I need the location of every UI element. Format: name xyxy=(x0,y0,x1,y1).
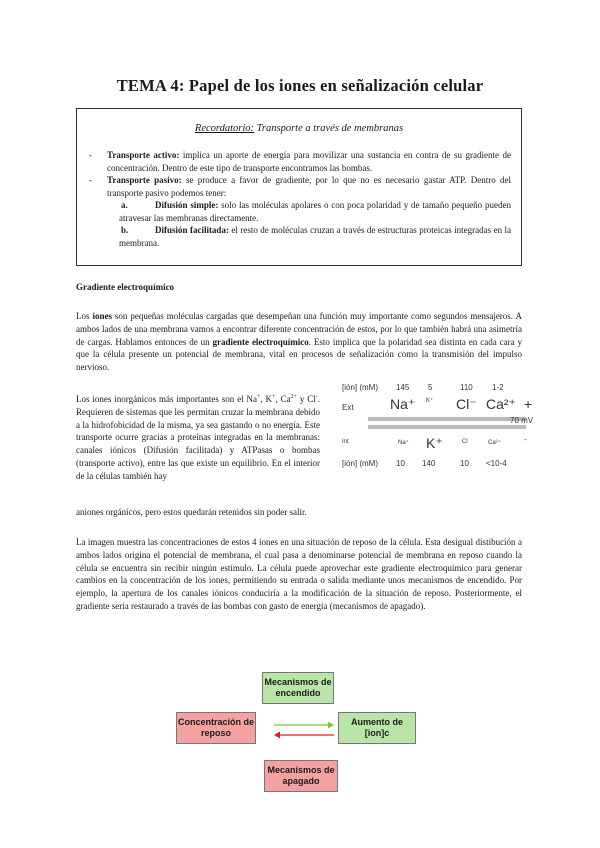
ion-bottom-value: 10 xyxy=(396,459,405,468)
ion-sodium-ext: Na⁺ xyxy=(390,396,416,412)
reminder-prefix: Recordatorio: xyxy=(194,123,255,134)
page-title: TEMA 4: Papel de los iones en señalización celular xyxy=(116,76,484,95)
ion-top-label: [ión] (mM) xyxy=(342,383,378,392)
ion-calcium-int: Ca²⁺ xyxy=(488,440,501,446)
passive-transport-item xyxy=(87,174,511,199)
ion-potassium-ext: K⁺ xyxy=(426,398,434,404)
active-transport-term: Transporte activo: xyxy=(107,150,180,160)
positive-sign: + xyxy=(524,396,533,412)
diagram-arrows xyxy=(272,718,336,742)
charge-sup: + xyxy=(257,394,261,400)
paragraph-ions xyxy=(76,310,522,374)
ion-top-value: 1-2 xyxy=(492,383,504,392)
paragraph-inorganic-ions xyxy=(76,391,320,483)
ion-top-value: 110 xyxy=(460,383,473,392)
node-off-mechanisms: Mecanismos de apagado xyxy=(264,760,338,792)
simple-diffusion-text: solo las moléculas apolares o con poca polaridad y de tamaño pequeño pueden atravesar las membranas directamente. xyxy=(119,200,511,223)
passive-transport-term: Transporte pasivo: xyxy=(107,175,182,185)
membrane-voltage: 70 mV xyxy=(510,416,534,425)
simple-diffusion-term: Difusión simple: xyxy=(155,200,219,210)
text-run: Los xyxy=(76,311,93,321)
text-run: , K xyxy=(260,394,273,404)
charge-sup: 2+ xyxy=(290,394,297,400)
text-run: . Esto implica que la polaridad sea distinta en cada cara y que la célula presente un potencial de membrana, vital en procesos de señalización como la transmisión del impulso nervioso. xyxy=(76,336,522,373)
ion-sodium-int: Na⁺ xyxy=(398,440,409,446)
text-run: Los iones inorgánicos más importantes son el Na xyxy=(76,394,258,404)
ion-bottom-value: 10 xyxy=(460,459,469,468)
bullet-dash: - xyxy=(89,175,92,185)
arrow-right-head xyxy=(328,722,334,729)
ion-potassium-int: K⁺ xyxy=(426,435,443,451)
ion-mechanism-diagram xyxy=(176,672,416,792)
node-on-mechanisms: Mecanismos de encendido xyxy=(262,672,334,704)
int-label: Int xyxy=(342,439,349,445)
node-resting-concentration: Concentración de reposo xyxy=(176,712,256,744)
facilitated-diffusion-item xyxy=(87,224,511,249)
arrow-left-head xyxy=(274,732,280,739)
bold-term: iones xyxy=(92,311,112,321)
sub-letter-a: a. xyxy=(121,200,128,210)
ion-bottom-value: 140 xyxy=(422,459,436,468)
charge-sup: + xyxy=(272,394,276,400)
reminder-title-text: Transporte a través de membranas xyxy=(256,123,404,134)
charge-sup: - xyxy=(315,394,318,400)
ion-concentration-figure xyxy=(338,383,538,503)
text-run: . Requieren de sistemas que les permitan cruzar la membrana debido a la hidrofobicidad de la misma, ya sea gastando o no energía. Este transporte ocurre gracias a proteínas integradas en la membranas: canales iónicos (Difusión facilitada) y ATPasas o bombas (transporte activo), entre las que existe un equilibrio. En el interior de la células también hay xyxy=(76,394,320,481)
facilitated-diffusion-term: Difusión facilitada: xyxy=(155,225,229,235)
simple-diffusion-item xyxy=(87,199,511,224)
ion-top-value: 145 xyxy=(396,383,410,392)
section-heading: Gradiente electroquímico xyxy=(76,282,175,292)
ext-label: Ext xyxy=(342,403,354,412)
node-ion-increase: Aumento de [ion]c xyxy=(338,712,416,744)
text-run: son pequeñas moléculas cargadas que desempeñan una función muy importante como segundos mensajeros. A ambos lados de una membrana vamos a encontrar diferente concentración de estos, por lo que también habrá una asimetría de cargas. Hablamos entonces de un xyxy=(76,311,522,347)
ion-top-value: 5 xyxy=(428,383,433,392)
ion-chloride-int: Cl xyxy=(462,439,468,445)
membrane-band-outer xyxy=(368,417,526,421)
sub-letter-b: b. xyxy=(121,225,129,235)
paragraph-resting-potential: La imagen muestra las concentraciones de estos 4 iones en una situación de reposo de la célula. Esta desigual distibución a ambos lados origina el potencial de membrana, el cual pasa a denominarse potencial de membrana en reposo cuando la célula se encuentra sin recibir ningún estímulo. La célula puede aprovechar este gradiente electroquímico para generar cambios en la concentración de los iones, permitiendo su entrada o salida mediante unos mecanismos de encendido. Por ejemplo, la apertura de los canales iónicos conduciría a la modificación de la situación de reposo. Posteriormente, el gradiente sería restaurado a través de las bombas con gasto de energía (mecanismos de apagado). xyxy=(76,537,522,611)
text-run: y Cl xyxy=(296,394,316,404)
bullet-dash: - xyxy=(89,150,92,160)
bold-term: gradiente electroquímico xyxy=(212,336,309,347)
active-transport-item xyxy=(87,149,511,174)
paragraph-inorganic-ions-end: aniones orgánicos, pero estos quedarán retenidos sin poder salir. xyxy=(76,507,307,517)
ion-bottom-label: [ión] (mM) xyxy=(342,459,378,468)
reminder-title xyxy=(77,123,521,134)
passive-transport-text: se produce a favor de gradiente, por lo que no es necesario gastar ATP. Dentro del transporte pasivo podemos tener: xyxy=(107,175,511,198)
membrane-band-inner xyxy=(368,425,526,429)
ion-bottom-value: <10-4 xyxy=(486,459,507,468)
ion-chloride-ext: Cl⁻ xyxy=(456,396,477,412)
active-transport-text: implica un aporte de energía para movilizar una sustancia en contra de su gradiente de concentración. Dentro de este tipo de transporte encontramos las bombas. xyxy=(107,150,511,173)
facilitated-diffusion-text: el resto de moléculas cruzan a través de estructuras proteicas integradas en la membrana. xyxy=(119,225,512,248)
negative-sign: - xyxy=(524,435,527,444)
reminder-box xyxy=(76,108,522,266)
text-run: , Ca xyxy=(275,394,291,404)
ion-calcium-ext: Ca²⁺ xyxy=(486,396,516,412)
